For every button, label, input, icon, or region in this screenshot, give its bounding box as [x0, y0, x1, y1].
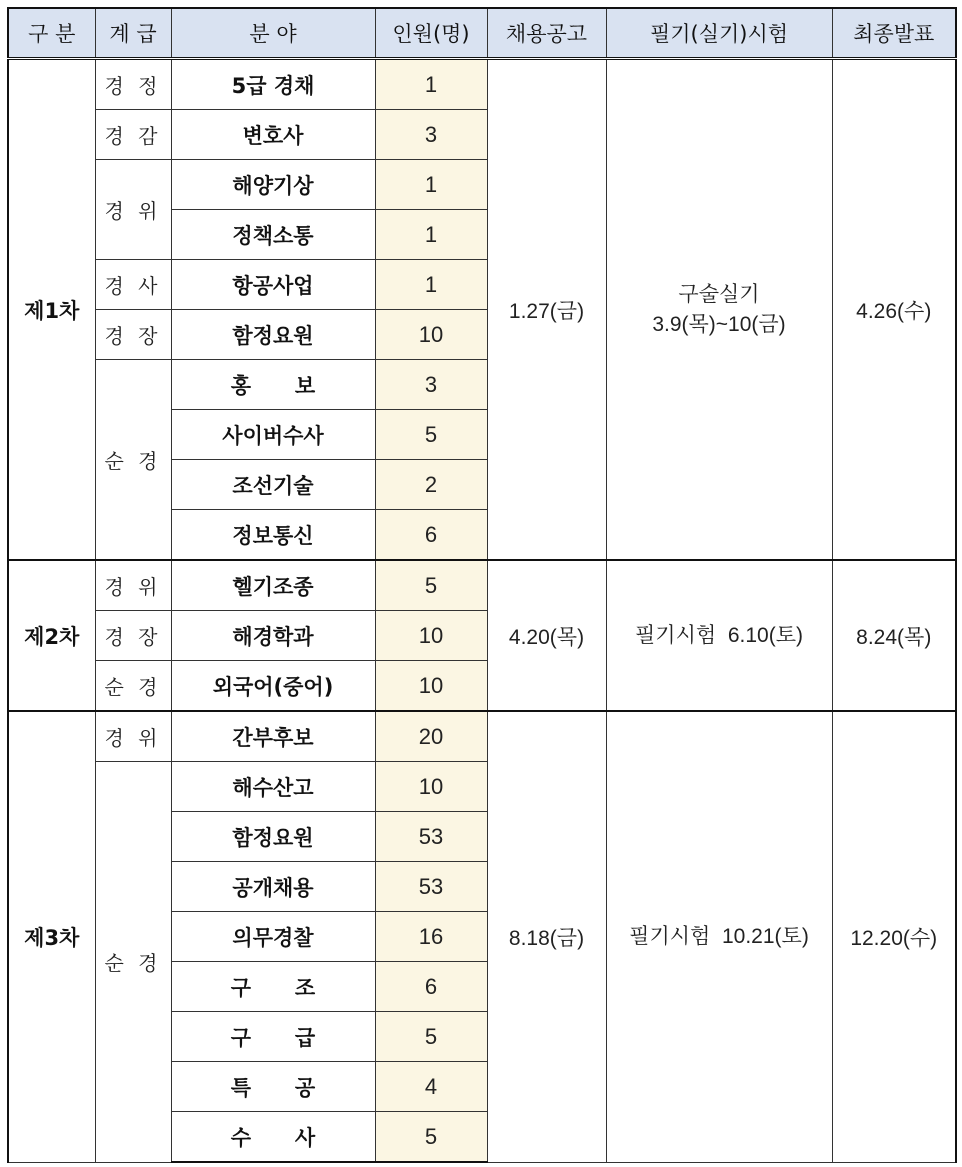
count-cell: 3 — [375, 110, 487, 160]
field-cell: 해양기상 — [171, 160, 375, 210]
exam-schedule — [606, 560, 832, 711]
round-label: 제2차 — [8, 560, 95, 711]
count-cell: 5 — [375, 410, 487, 460]
header-group: 구 분 — [8, 8, 95, 59]
notice-date: 1.27(금) — [487, 59, 606, 561]
round-label: 제3차 — [8, 711, 95, 1162]
header-row — [8, 8, 956, 59]
field-cell: 해수산고 — [171, 762, 375, 812]
field-cell: 함정요원 — [171, 310, 375, 360]
field-cell: 특 공 — [171, 1062, 375, 1112]
count-cell: 5 — [375, 1112, 487, 1163]
notice-date: 8.18(금) — [487, 711, 606, 1162]
count-cell: 20 — [375, 711, 487, 762]
final-announcement: 12.20(수) — [832, 711, 956, 1162]
final-announcement: 4.26(수) — [832, 59, 956, 561]
recruitment-schedule-table — [7, 7, 957, 1163]
rank-cell: 경 위 — [95, 160, 171, 260]
count-cell: 3 — [375, 360, 487, 410]
count-cell: 16 — [375, 912, 487, 962]
field-cell: 의무경찰 — [171, 912, 375, 962]
count-cell: 10 — [375, 310, 487, 360]
table-row — [8, 560, 956, 611]
notice-date: 4.20(목) — [487, 560, 606, 711]
count-cell: 6 — [375, 510, 487, 561]
table-row — [8, 711, 956, 762]
field-cell: 간부후보 — [171, 711, 375, 762]
exam-line-1: 구술실기 — [678, 282, 760, 306]
count-cell: 5 — [375, 1012, 487, 1062]
count-cell: 4 — [375, 1062, 487, 1112]
rank-cell: 경 정 — [95, 59, 171, 110]
field-cell: 사이버수사 — [171, 410, 375, 460]
field-cell: 5급 경채 — [171, 59, 375, 110]
field-cell: 헬기조종 — [171, 560, 375, 611]
exam-schedule — [606, 711, 832, 1162]
field-cell: 함정요원 — [171, 812, 375, 862]
rank-cell: 순 경 — [95, 762, 171, 1163]
header-exam: 필기(실기)시험 — [606, 8, 832, 59]
field-cell: 항공사업 — [171, 260, 375, 310]
field-cell: 외국어(중어) — [171, 661, 375, 712]
field-cell: 정보통신 — [171, 510, 375, 561]
count-cell: 6 — [375, 962, 487, 1012]
field-cell: 해경학과 — [171, 611, 375, 661]
count-cell: 53 — [375, 862, 487, 912]
field-cell: 조선기술 — [171, 460, 375, 510]
field-cell: 구 급 — [171, 1012, 375, 1062]
header-field: 분 야 — [171, 8, 375, 59]
rank-cell: 경 감 — [95, 110, 171, 160]
count-cell: 10 — [375, 762, 487, 812]
exam-line-2: 3.9(목)~10(금) — [652, 312, 786, 336]
header-rank: 계 급 — [95, 8, 171, 59]
field-cell: 홍 보 — [171, 360, 375, 410]
round-label: 제1차 — [8, 59, 95, 561]
exam-line-1: 필기시험 6.10(토) — [635, 623, 803, 647]
count-cell: 10 — [375, 661, 487, 712]
rank-cell: 경 위 — [95, 711, 171, 762]
count-cell: 1 — [375, 260, 487, 310]
count-cell: 1 — [375, 210, 487, 260]
final-announcement: 8.24(목) — [832, 560, 956, 711]
exam-line-1: 필기시험 10.21(토) — [629, 924, 809, 948]
rank-cell: 경 장 — [95, 310, 171, 360]
header-final: 최종발표 — [832, 8, 956, 59]
rank-cell: 순 경 — [95, 360, 171, 561]
count-cell: 2 — [375, 460, 487, 510]
field-cell: 구 조 — [171, 962, 375, 1012]
field-cell: 변호사 — [171, 110, 375, 160]
count-cell: 1 — [375, 160, 487, 210]
table-row — [8, 59, 956, 110]
count-cell: 53 — [375, 812, 487, 862]
rank-cell: 경 사 — [95, 260, 171, 310]
count-cell: 1 — [375, 59, 487, 110]
header-count: 인원(명) — [375, 8, 487, 59]
rank-cell: 경 장 — [95, 611, 171, 661]
count-cell: 5 — [375, 560, 487, 611]
exam-schedule — [606, 59, 832, 561]
header-notice: 채용공고 — [487, 8, 606, 59]
field-cell: 수 사 — [171, 1112, 375, 1163]
rank-cell: 순 경 — [95, 661, 171, 712]
rank-cell: 경 위 — [95, 560, 171, 611]
count-cell: 10 — [375, 611, 487, 661]
field-cell: 공개채용 — [171, 862, 375, 912]
field-cell: 정책소통 — [171, 210, 375, 260]
